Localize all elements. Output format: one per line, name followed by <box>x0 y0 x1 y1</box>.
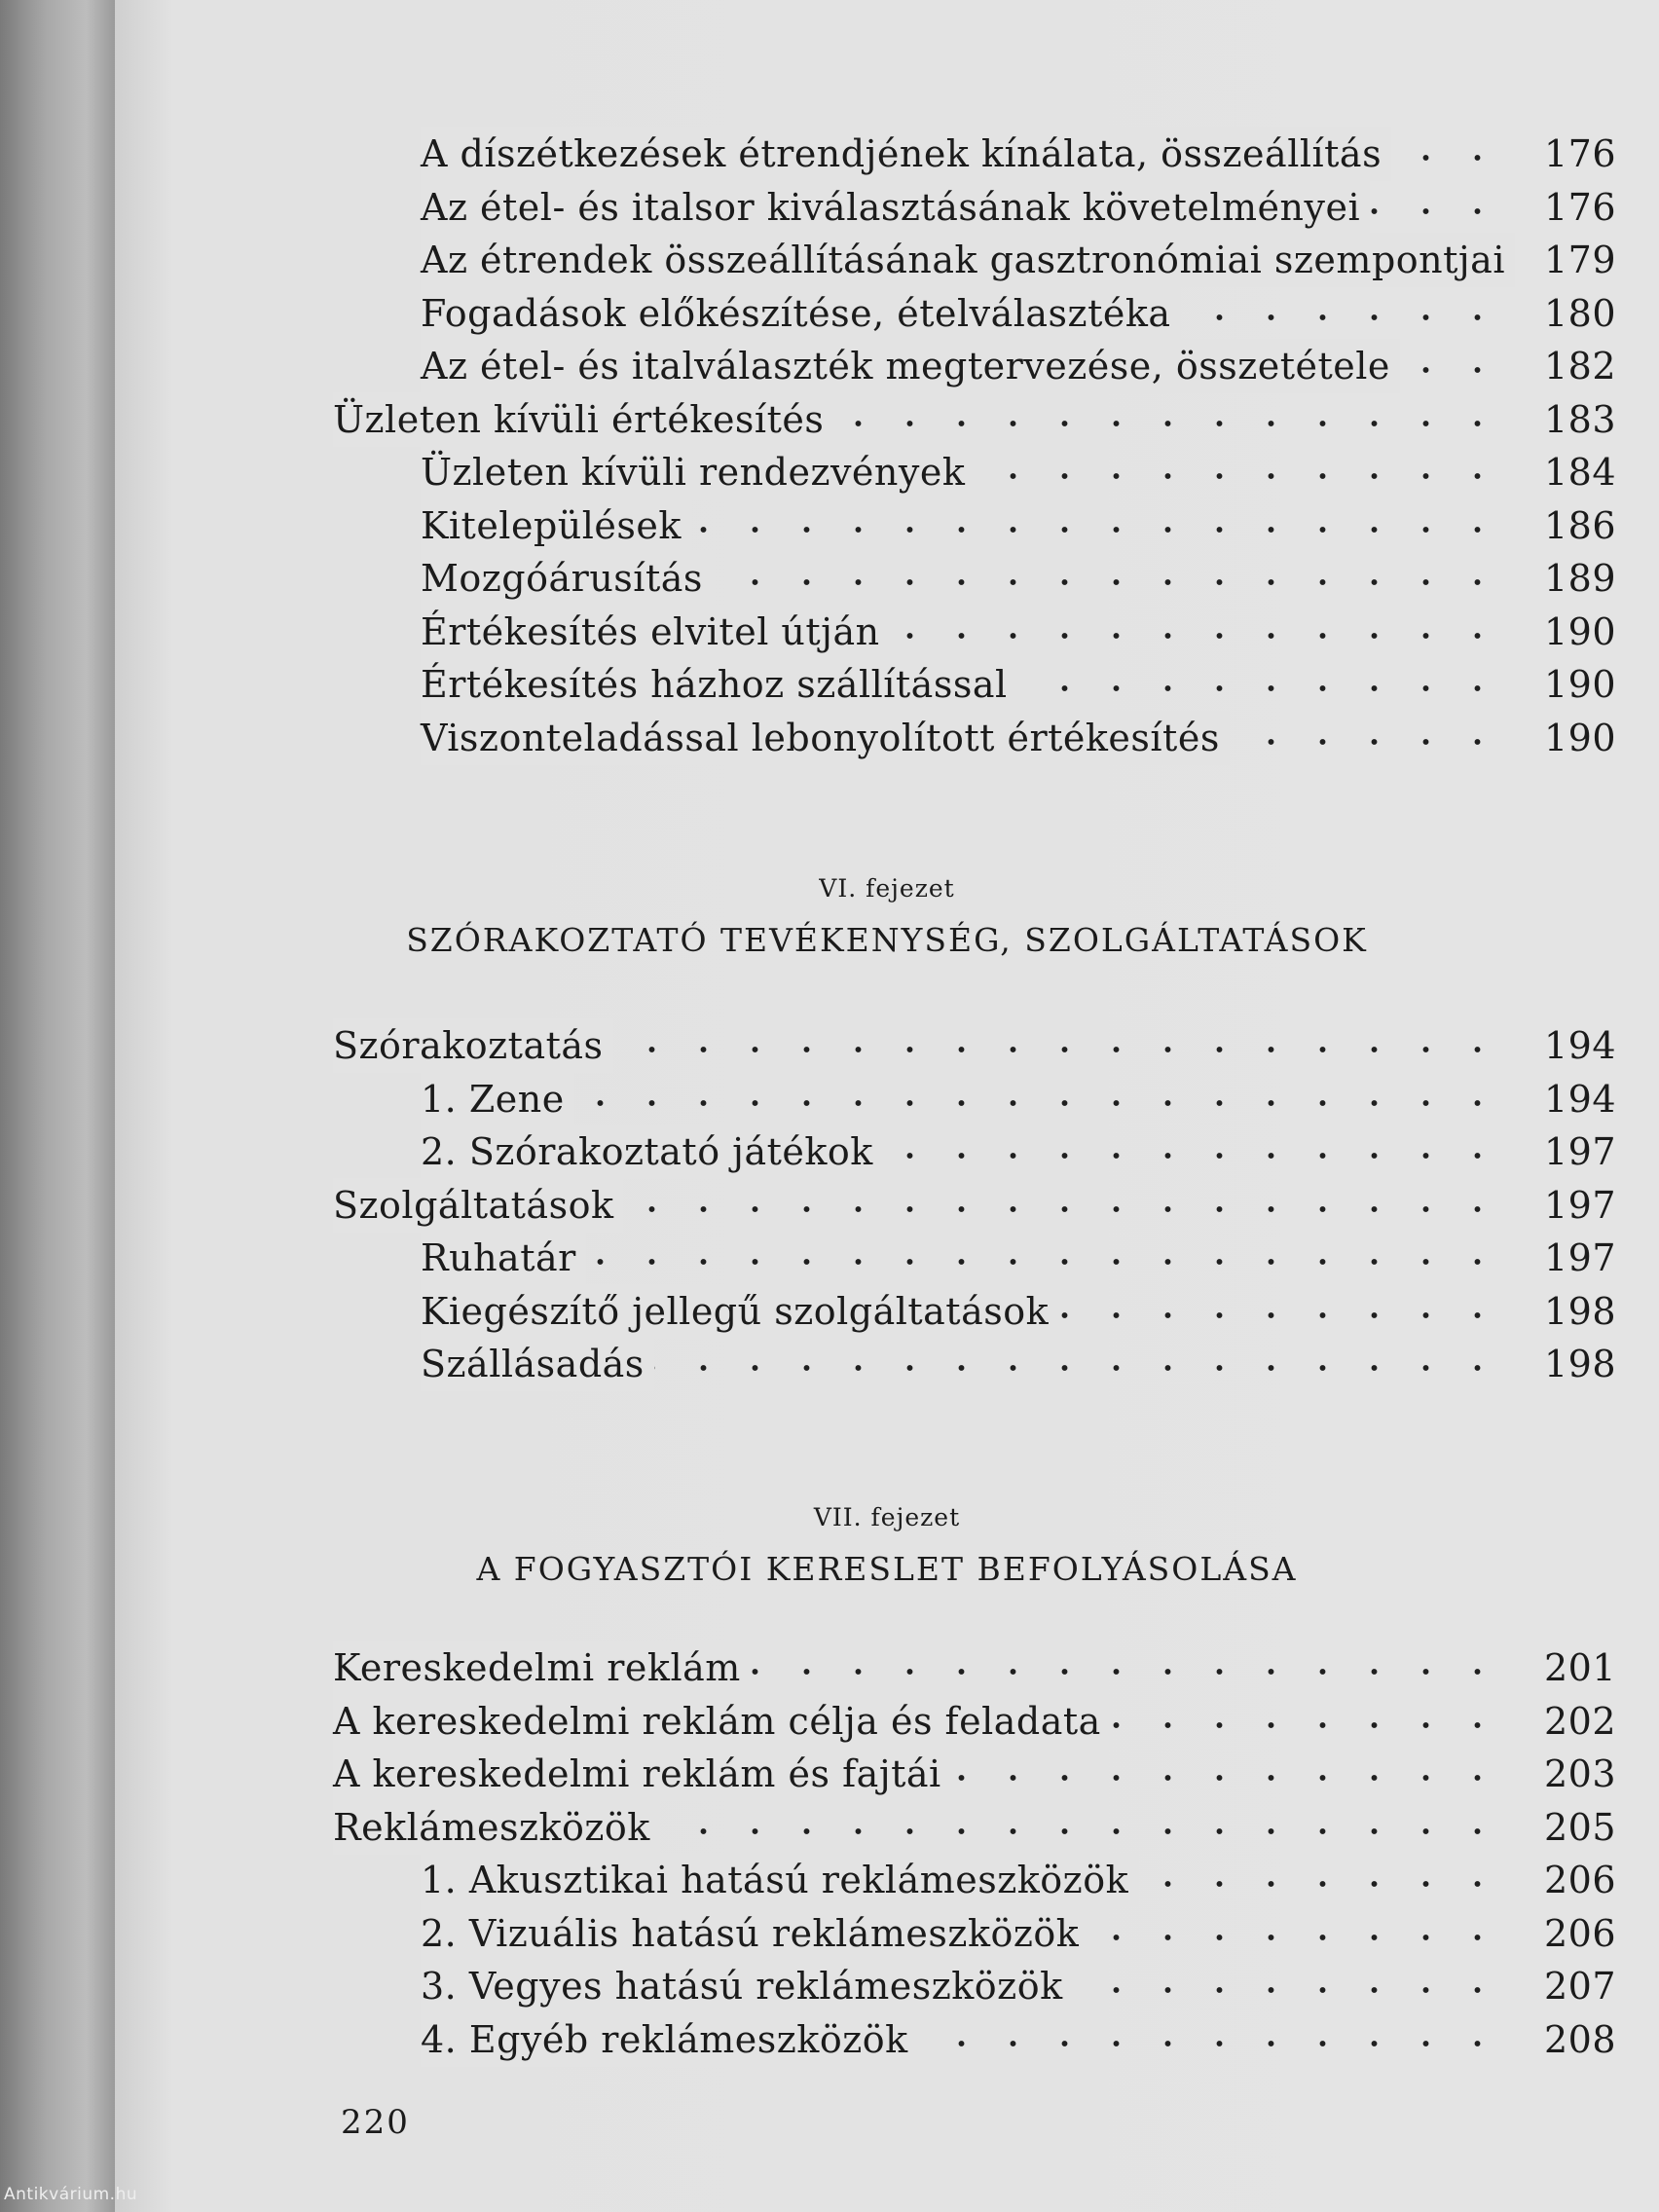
toc-entry-page: 176 <box>1543 185 1616 229</box>
leader-dots <box>1400 339 1513 393</box>
chapter-label: VI. fejezet <box>819 874 955 903</box>
toc-entry <box>115 392 1659 447</box>
toc-entry-page: 190 <box>1543 663 1616 706</box>
toc-entry-title: A kereskedelmi reklám célja és feladata <box>333 1694 1111 1749</box>
toc-entry <box>115 1018 1659 1073</box>
toc-entry-page: 207 <box>1543 1965 1616 2008</box>
toc-entry-title: Az étel- és italsor kiválasztásának követelményei <box>421 180 1370 235</box>
toc-entry <box>115 127 1659 181</box>
toc-entry-page: 182 <box>1543 345 1616 387</box>
toc-entry-title: Szórakoztatás <box>333 1018 613 1073</box>
toc-entry-page: 190 <box>1543 716 1616 759</box>
leader-dots <box>833 392 1513 447</box>
toc-entry-page: 189 <box>1543 557 1616 600</box>
toc-entry-page: 184 <box>1543 451 1616 494</box>
leader-dots <box>1111 1694 1513 1749</box>
book-spine <box>0 0 115 2212</box>
toc-entry <box>115 1072 1659 1126</box>
toc-entry-page: 205 <box>1543 1805 1616 1849</box>
leader-dots <box>654 1337 1513 1391</box>
toc-entry <box>115 1178 1659 1233</box>
toc-entry-title: Értékesítés házhoz szállítással <box>421 657 1017 712</box>
toc-entry-page: 194 <box>1543 1077 1616 1121</box>
leader-dots <box>1391 127 1513 181</box>
toc-entry-title: Kiegészítő jellegű szolgáltatások <box>421 1284 1058 1339</box>
toc-entry <box>115 498 1659 553</box>
leader-dots <box>975 445 1513 499</box>
book-page <box>115 0 1659 2212</box>
toc-entry <box>115 1124 1659 1179</box>
toc-entry-title: Üzleten kívüli rendezvények <box>421 445 975 499</box>
toc-entry-page: 183 <box>1543 397 1616 441</box>
toc-entry-title: Viszonteladással lebonyolított értékesítés <box>421 711 1230 765</box>
toc-entry <box>115 1641 1659 1695</box>
leader-dots <box>623 1178 1513 1233</box>
toc-entry <box>115 1906 1659 1961</box>
toc-entry-title: Értékesítés elvitel útján <box>421 605 890 659</box>
toc-entry <box>115 2012 1659 2067</box>
toc-entry-page: 180 <box>1543 291 1616 335</box>
toc-entry-title: Ruhatár <box>421 1231 586 1285</box>
toc-entry-page: 176 <box>1543 132 1616 175</box>
leader-dots <box>586 1231 1513 1285</box>
toc-entry-title: Üzleten kívüli értékesítés <box>333 392 833 447</box>
toc-entry <box>115 1284 1659 1339</box>
toc-entry-page: 201 <box>1543 1646 1616 1689</box>
leader-dots <box>1088 1906 1513 1961</box>
leader-dots <box>660 1800 1513 1855</box>
leader-dots <box>1230 711 1513 765</box>
watermark: Antikvárium.hu <box>4 2185 138 2204</box>
toc-entry-page: 202 <box>1543 1699 1616 1743</box>
toc-entry-page: 198 <box>1543 1289 1616 1333</box>
toc-entry-title: Az étel- és italválaszték megtervezése, összetétele <box>421 339 1400 393</box>
leader-dots <box>918 2012 1513 2067</box>
toc-entry-title: Az étrendek összeállításának gasztronómiai szempontjai <box>421 233 1515 287</box>
toc-entry-title: Kitelepülések <box>421 498 691 553</box>
toc-entry-title: A díszétkezések étrendjének kínálata, összeállítás <box>421 127 1391 181</box>
toc-entry-page: 190 <box>1543 609 1616 653</box>
leader-dots <box>1370 180 1513 235</box>
leader-dots <box>691 498 1513 553</box>
toc-entry-page: 197 <box>1543 1236 1616 1279</box>
toc-entry-page: 198 <box>1543 1343 1616 1385</box>
page-number: 220 <box>341 2103 410 2142</box>
toc-entry-title: Szállásadás <box>421 1337 654 1391</box>
toc-entry <box>115 1337 1659 1391</box>
leader-dots <box>951 1747 1513 1801</box>
toc-entry-title: 1. Zene <box>421 1072 574 1126</box>
toc-entry-title: 3. Vegyes hatású reklámeszközök <box>421 1959 1073 2013</box>
toc-entry-page: 197 <box>1543 1130 1616 1173</box>
leader-dots <box>890 605 1513 659</box>
toc-entry-title: Mozgóárusítás <box>421 551 713 606</box>
toc-entry-title: Szolgáltatások <box>333 1178 623 1233</box>
leader-dots <box>883 1124 1513 1179</box>
leader-dots <box>1138 1853 1513 1907</box>
toc-entry <box>115 711 1659 765</box>
toc-entry <box>115 1747 1659 1801</box>
toc-entry-page: 206 <box>1543 1911 1616 1955</box>
toc-entry <box>115 657 1659 712</box>
leader-dots <box>751 1641 1513 1695</box>
toc-entry-page: 206 <box>1543 1859 1616 1901</box>
toc-entry-title: Fogadások előkészítése, ételválasztéka <box>421 286 1181 341</box>
toc-entry-title: 1. Akusztikai hatású reklámeszközök <box>421 1853 1138 1907</box>
toc-entry-title: 2. Szórakoztató játékok <box>421 1124 883 1179</box>
toc-entry-page: 179 <box>1543 239 1616 281</box>
toc-entry-title: Reklámeszközök <box>333 1800 660 1855</box>
toc-entry-page: 197 <box>1543 1183 1616 1227</box>
toc-entry-title: 4. Egyéb reklámeszközök <box>421 2012 918 2067</box>
toc-entry <box>115 551 1659 606</box>
toc-entry <box>115 286 1659 341</box>
leader-dots <box>713 551 1513 606</box>
toc-entry-title: 2. Vizuális hatású reklámeszközök <box>421 1906 1088 1961</box>
toc-entry <box>115 445 1659 499</box>
leader-dots <box>574 1072 1513 1126</box>
toc-entry-title: A kereskedelmi reklám és fajtái <box>333 1747 951 1801</box>
toc-entry <box>115 1694 1659 1749</box>
leader-dots <box>1181 286 1513 341</box>
leader-dots <box>1073 1959 1513 2013</box>
toc-entry-title: Kereskedelmi reklám <box>333 1641 751 1695</box>
chapter-label: VII. fejezet <box>813 1503 961 1531</box>
leader-dots <box>1058 1284 1513 1339</box>
toc-entry <box>115 339 1659 393</box>
toc-entry <box>115 1800 1659 1855</box>
toc-entry <box>115 1231 1659 1285</box>
toc-entry <box>115 1853 1659 1907</box>
toc-entry-page: 208 <box>1543 2017 1616 2061</box>
chapter-title: SZÓRAKOZTATÓ TEVÉKENYSÉG, SZOLGÁLTATÁSOK <box>406 921 1368 959</box>
chapter-title: A FOGYASZTÓI KERESLET BEFOLYÁSOLÁSA <box>476 1550 1298 1588</box>
toc-entry <box>115 605 1659 659</box>
toc-entry <box>115 233 1659 287</box>
toc-entry <box>115 1959 1659 2013</box>
toc-entry-page: 186 <box>1543 503 1616 547</box>
leader-dots <box>1017 657 1513 712</box>
leader-dots <box>613 1018 1513 1073</box>
toc-entry-page: 203 <box>1543 1752 1616 1795</box>
toc-entry-page: 194 <box>1543 1024 1616 1067</box>
toc-entry <box>115 180 1659 235</box>
